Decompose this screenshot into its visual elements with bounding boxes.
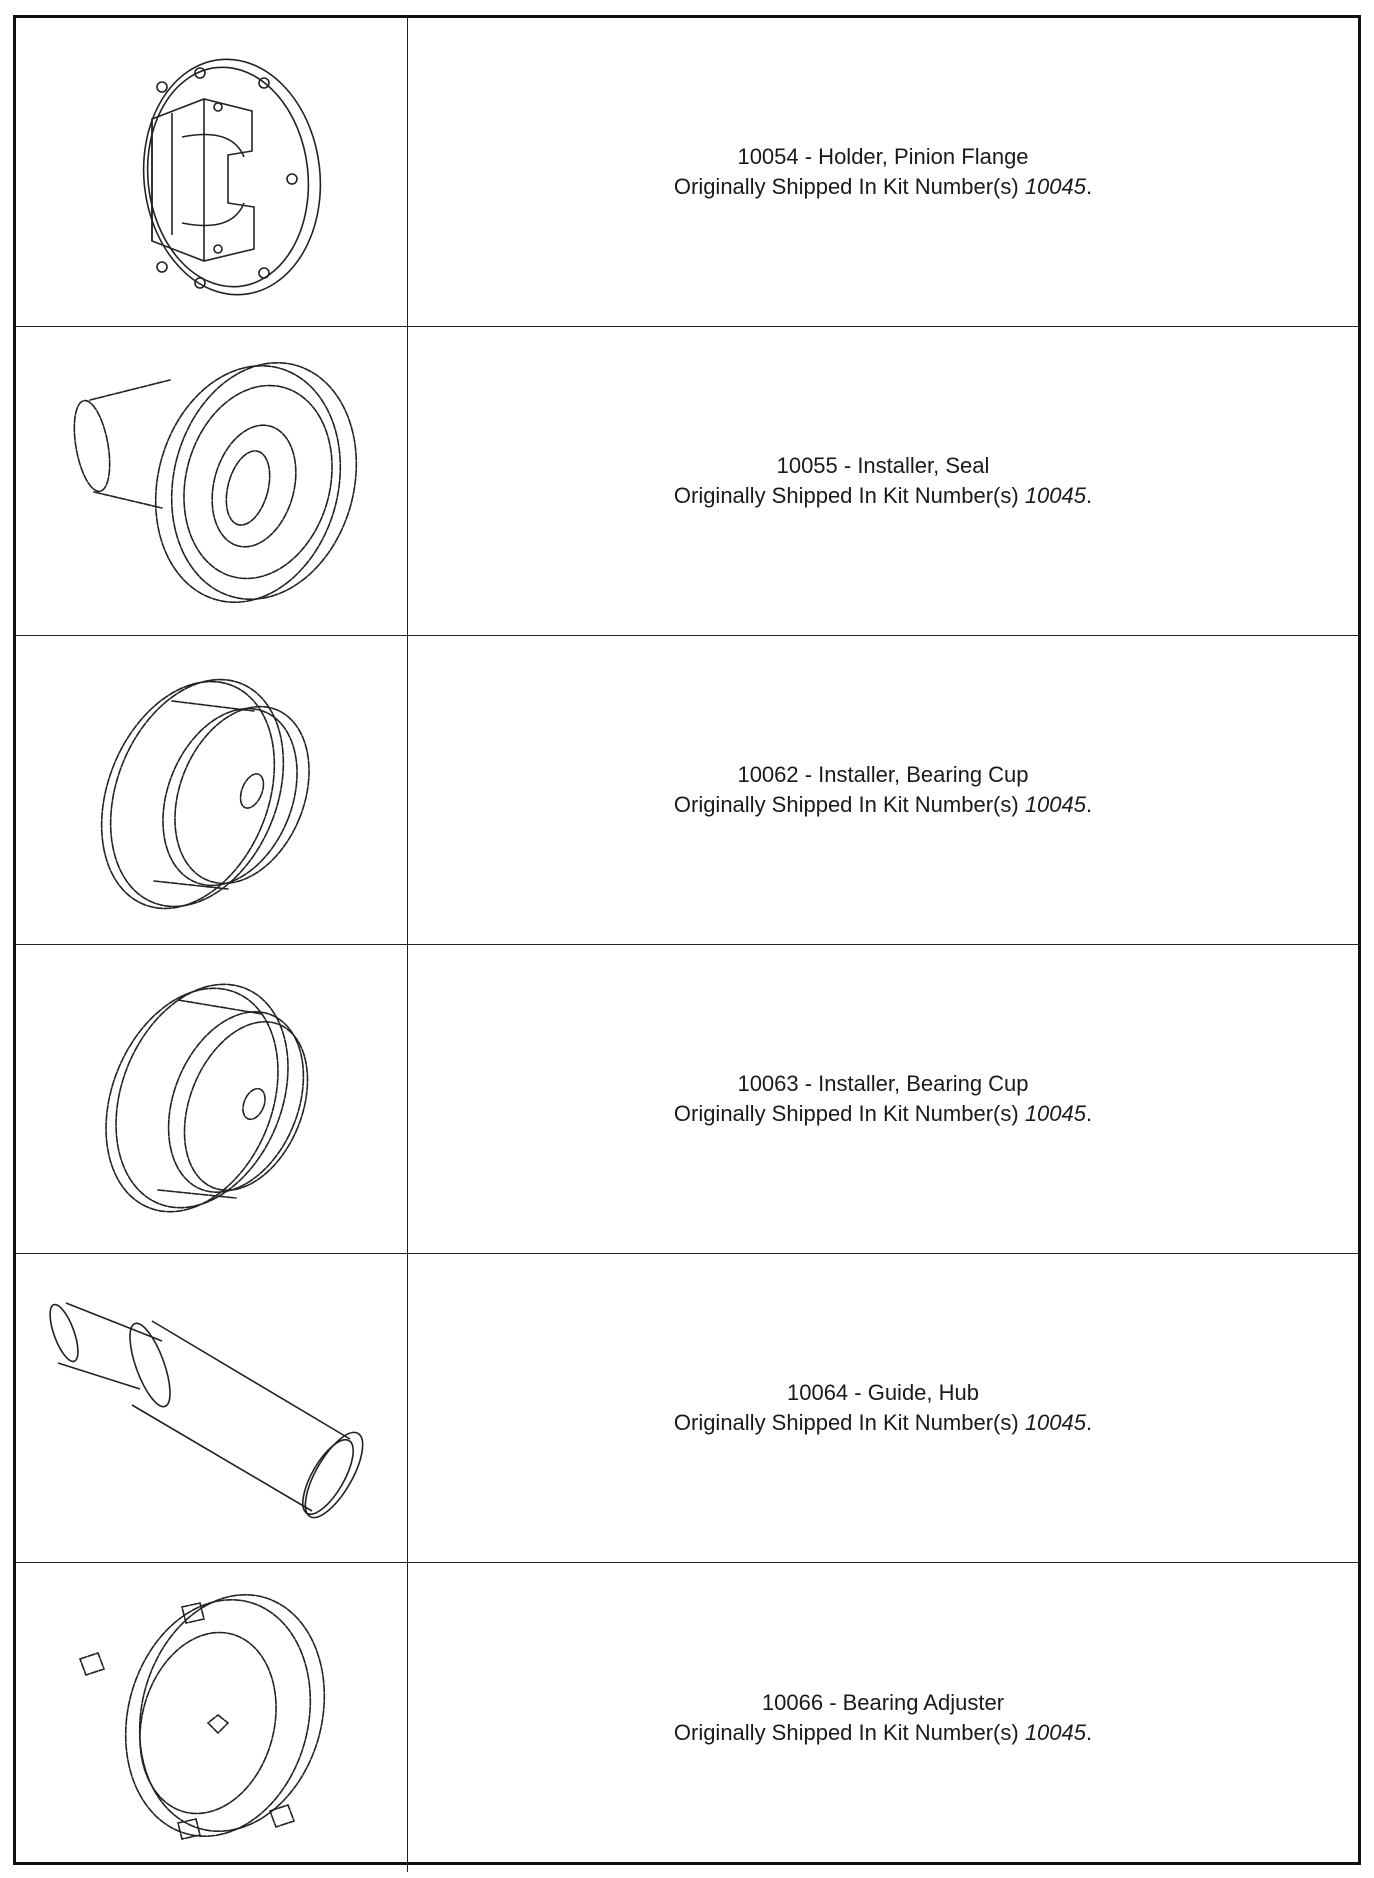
item-title: 10062 - Installer, Bearing Cup — [737, 762, 1029, 787]
bearing-cup-installer-icon — [32, 954, 392, 1244]
table-row — [16, 636, 1358, 945]
kit-suffix: . — [1086, 1101, 1093, 1126]
kit-line — [674, 1718, 1092, 1748]
table-row — [16, 18, 1358, 327]
hub-guide-icon — [32, 1263, 392, 1553]
kit-suffix: . — [1086, 1719, 1093, 1745]
kit-label: Originally Shipped In Kit Number(s) — [673, 1410, 1019, 1435]
kit-label: Originally Shipped In Kit Number(s) — [673, 1101, 1019, 1126]
tool-catalog-table — [13, 15, 1361, 1865]
image-cell — [16, 1563, 408, 1872]
image-cell — [16, 18, 408, 326]
table-row — [16, 327, 1358, 636]
kit-number-link[interactable]: 10045 — [1024, 174, 1086, 199]
seal-installer-icon — [32, 336, 392, 626]
description-cell — [408, 327, 1358, 635]
kit-line — [674, 1099, 1092, 1129]
kit-number-link[interactable]: 10045 — [1024, 1719, 1086, 1745]
kit-number-link[interactable]: 10045 — [1024, 792, 1086, 817]
kit-suffix: . — [1086, 792, 1093, 817]
kit-number-link[interactable]: 10045 — [1024, 1410, 1086, 1435]
image-cell — [16, 327, 408, 635]
kit-label: Originally Shipped In Kit Number(s) — [673, 792, 1019, 817]
item-title: 10055 - Installer, Seal — [776, 453, 990, 478]
kit-line — [674, 481, 1092, 511]
kit-number-link[interactable]: 10045 — [1024, 1101, 1086, 1126]
bearing-adjuster-icon — [32, 1573, 392, 1863]
kit-label: Originally Shipped In Kit Number(s) — [673, 174, 1019, 199]
description-cell — [408, 1563, 1358, 1872]
table-row — [16, 1254, 1358, 1563]
item-title: 10054 - Holder, Pinion Flange — [737, 144, 1029, 169]
kit-suffix: . — [1086, 1410, 1093, 1435]
kit-number-link[interactable]: 10045 — [1024, 483, 1086, 508]
kit-line — [674, 1408, 1092, 1438]
kit-suffix: . — [1086, 174, 1093, 199]
table-row — [16, 945, 1358, 1254]
description-cell — [408, 18, 1358, 326]
image-cell — [16, 636, 408, 944]
item-title: 10063 - Installer, Bearing Cup — [737, 1071, 1029, 1096]
kit-line — [674, 790, 1092, 820]
table-row — [16, 1563, 1358, 1872]
pinion-flange-holder-icon — [32, 27, 392, 317]
description-cell — [408, 945, 1358, 1253]
kit-line — [674, 172, 1092, 202]
description-cell — [408, 1254, 1358, 1562]
bearing-cup-installer-icon — [32, 645, 392, 935]
image-cell — [16, 1254, 408, 1562]
item-title: 10066 - Bearing Adjuster — [761, 1689, 1005, 1715]
kit-label: Originally Shipped In Kit Number(s) — [673, 483, 1019, 508]
image-cell — [16, 945, 408, 1253]
kit-suffix: . — [1086, 483, 1093, 508]
description-cell — [408, 636, 1358, 944]
kit-label: Originally Shipped In Kit Number(s) — [673, 1719, 1019, 1745]
item-title: 10064 - Guide, Hub — [786, 1380, 980, 1405]
